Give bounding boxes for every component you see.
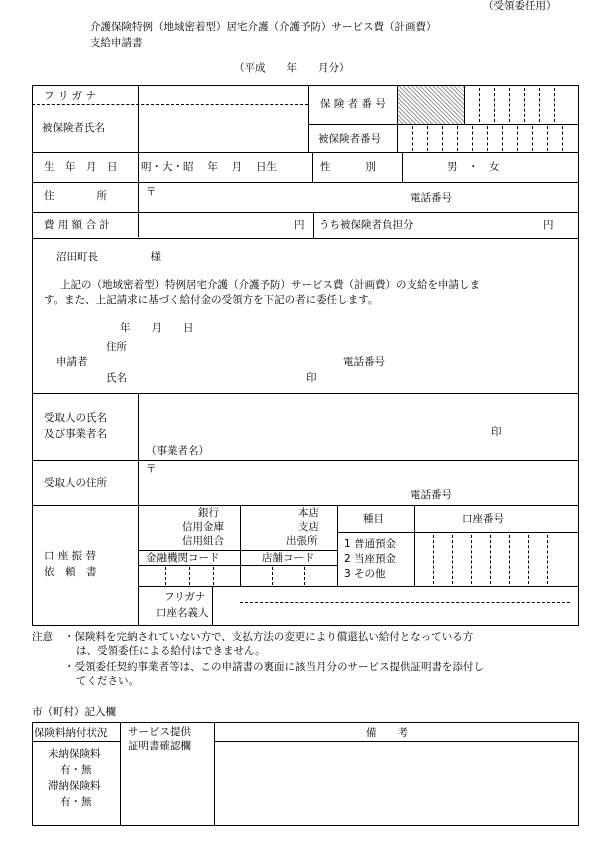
applicant-phone-label: 電話番号: [343, 356, 385, 368]
sex-label: 性 別: [320, 161, 376, 173]
municipal-section-title: 市（町村）記入欄: [32, 706, 116, 718]
branch-type-option[interactable]: 本店: [298, 507, 319, 519]
insurer-number-label: 保 険 者 番 号: [320, 98, 386, 110]
branch-type-option[interactable]: 支店: [298, 521, 319, 533]
yen-unit: 円: [543, 219, 554, 231]
recipient-phone-label: 電話番号: [410, 489, 452, 501]
overdue-premium-choice[interactable]: 有・無: [60, 796, 92, 808]
recipient-address-field[interactable]: [158, 462, 398, 503]
insured-burden-label: うち被保険者負担分: [319, 219, 414, 231]
form-title-line2: 支給申請書: [90, 37, 143, 49]
note-text: ・保険料を完納されていない方で、支払方法の変更により償還払い給付となっている方: [64, 631, 474, 643]
branch-code-field[interactable]: [242, 566, 336, 585]
account-kind-option[interactable]: 3 その他: [344, 568, 386, 580]
application-date[interactable]: 年 月 日: [120, 322, 194, 334]
company-name-label: （事業者名）: [146, 445, 209, 457]
furigana-label: フ リ ガ ナ: [44, 90, 97, 102]
insured-name-label: 被保険者氏名: [42, 122, 105, 134]
notes-label: 注意: [32, 631, 53, 643]
recipient-name-field[interactable]: [140, 395, 480, 441]
furigana-field[interactable]: [140, 87, 306, 103]
postal-mark: 〒: [146, 463, 157, 475]
remarks-field[interactable]: [216, 743, 577, 824]
bank-type-option[interactable]: 銀行: [198, 507, 219, 519]
account-number-header: 口座番号: [462, 513, 504, 525]
form-title-line1: 介護保険特例（地域密着型）居宅介護（介護予防）サービス費（計画費）: [90, 21, 437, 33]
recipient-address-label: 受取人の住所: [44, 477, 107, 489]
period-label: （平成 年 月分）: [234, 62, 350, 74]
shaded-cell: [398, 86, 464, 124]
sex-choice[interactable]: 男 ・ 女: [447, 161, 500, 173]
cost-total-field[interactable]: [140, 214, 290, 237]
certificate-check-label: サービス提供: [128, 726, 191, 738]
postal-mark: 〒: [146, 186, 157, 198]
form-type-badge: （受領委任用）: [483, 0, 557, 12]
branch-type-option[interactable]: 出張所: [286, 535, 318, 547]
branch-code-label: 店舗コード: [262, 552, 315, 564]
phone-label: 電話番号: [410, 192, 452, 204]
note-text: てください。: [76, 675, 139, 687]
recipient-name-label: 受取人の氏名: [44, 412, 107, 424]
birth-date-value[interactable]: 明・大・昭 年 月 日生: [141, 161, 278, 173]
account-holder-field[interactable]: [214, 588, 577, 624]
account-kind-option[interactable]: 1 普通預金: [344, 538, 397, 550]
insured-burden-field[interactable]: [430, 214, 540, 237]
recipient-name-label: 及び事業者名: [44, 428, 107, 440]
unpaid-premium-choice[interactable]: 有・無: [60, 764, 92, 776]
request-body-line1: 上記の（地域密着型）特例居宅介護（介護予防）サービス費（計画費）の支給を申請しま: [60, 279, 480, 291]
payment-status-label: 保険料納付状況: [34, 727, 108, 739]
certificate-check-field[interactable]: [122, 756, 212, 824]
addressee: 沼田町長 様: [56, 251, 161, 263]
address-field[interactable]: [158, 184, 398, 210]
remarks-label: 備 考: [366, 727, 408, 739]
birth-date-label: 生 年 月 日: [44, 161, 118, 173]
account-number-field[interactable]: [416, 534, 577, 584]
yen-unit: 円: [294, 219, 305, 231]
applicant-label: 申請者: [56, 356, 88, 368]
address-label: 住 所: [44, 190, 107, 202]
note-text: ・受領委任契約事業者等は、この申請書の裏面に該当月分のサービス提供証明書を添付し: [64, 661, 484, 673]
account-kind-header: 種目: [363, 513, 384, 525]
bank-code-field[interactable]: [140, 566, 238, 585]
account-kind-option[interactable]: 2 当座預金: [344, 553, 397, 565]
unpaid-premium-label: 未納保険料: [48, 748, 101, 760]
holder-furigana-label: フリガナ: [164, 591, 206, 603]
applicant-name-label: 氏名: [106, 372, 127, 384]
insured-number-field[interactable]: [399, 125, 577, 151]
note-text: は、受領委任による給付はできません。: [76, 645, 266, 657]
certificate-check-label: 証明書確認欄: [128, 740, 191, 752]
insured-name-field[interactable]: [140, 106, 306, 150]
bank-type-option[interactable]: 信用組合: [182, 535, 224, 547]
bank-transfer-label: 口 座 振 替: [44, 550, 97, 562]
seal-mark: 印: [491, 426, 502, 438]
insured-number-label: 被保険者番号: [318, 133, 381, 145]
bank-code-label: 金融機関コード: [146, 552, 220, 564]
account-holder-label: 口座名義人: [156, 607, 209, 619]
overdue-premium-label: 滞納保険料: [48, 780, 101, 792]
applicant-address-label: 住所: [106, 341, 127, 353]
cost-total-label: 費 用 額 合 計: [44, 219, 110, 231]
seal-mark: 印: [306, 372, 317, 384]
request-body-line2: す。また、上記請求に基づく給付金の受領方を下記の者に委任します。: [44, 294, 379, 306]
bank-transfer-label: 依 頼 書: [44, 566, 97, 578]
bank-type-option[interactable]: 信用金庫: [182, 521, 224, 533]
